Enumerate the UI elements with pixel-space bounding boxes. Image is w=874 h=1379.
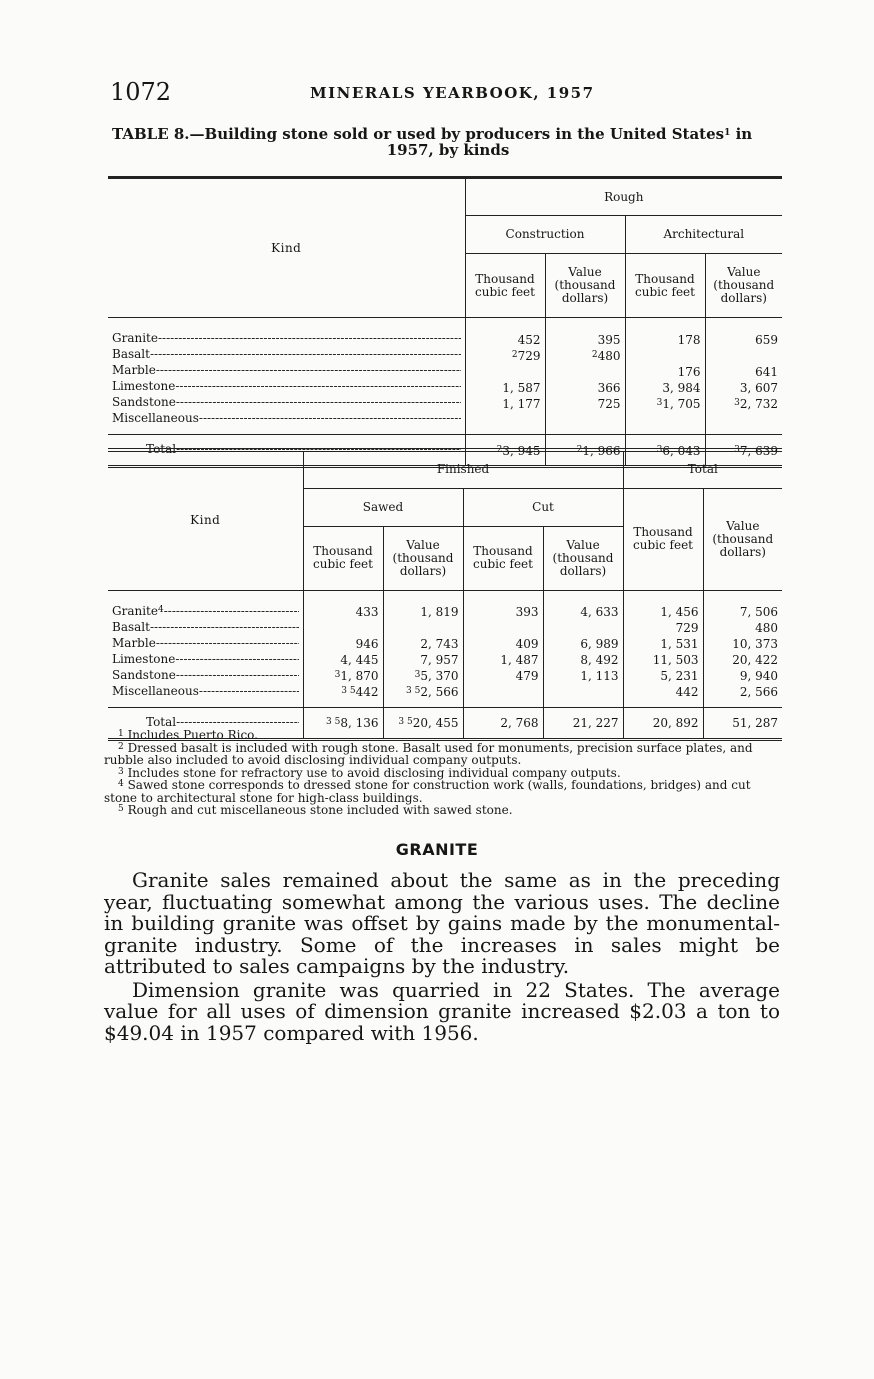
total-value: 20, 455 bbox=[412, 716, 459, 730]
footnote-ref: 3 5 bbox=[326, 717, 341, 727]
footnote-text: Dressed basalt is included with rough stone. Basalt used for monuments, precision surface plates, and rubble also included to avoid disclosing individual company outputs. bbox=[104, 740, 753, 767]
page-header bbox=[110, 78, 780, 108]
footnote-ref: 2 bbox=[496, 444, 503, 455]
cell-value: 1, 177 bbox=[502, 396, 541, 411]
cell-value: 433 bbox=[355, 605, 379, 619]
architectural-header: Architectural bbox=[625, 216, 782, 254]
cell-value: 1, 819 bbox=[420, 605, 459, 619]
cell-value: 2, 732 bbox=[739, 396, 779, 411]
kind-header: Kind bbox=[108, 178, 465, 318]
total-value: 2, 768 bbox=[500, 716, 539, 730]
cell-value: 366 bbox=[597, 380, 621, 395]
cell-value: 6, 989 bbox=[580, 637, 619, 651]
kind-label: Granite bbox=[112, 604, 158, 618]
cell-value: 20, 422 bbox=[732, 653, 779, 667]
cell-value: 2, 566 bbox=[420, 685, 459, 699]
total-value: 8, 136 bbox=[340, 716, 379, 730]
footnote-ref: 1 bbox=[724, 128, 731, 138]
footnote-ref: 3 bbox=[734, 397, 740, 408]
cell-value: 659 bbox=[755, 332, 779, 347]
cell-value: 729 bbox=[517, 348, 541, 363]
footnote-ref: 2 bbox=[591, 349, 598, 360]
table-row bbox=[108, 653, 782, 669]
footnote-ref: 3 5 bbox=[406, 686, 421, 696]
cell-value: 479 bbox=[515, 669, 539, 683]
cell-value: 409 bbox=[515, 637, 539, 651]
footnote-ref: 2 bbox=[511, 349, 518, 360]
sawed-header: Sawed bbox=[303, 488, 463, 526]
table-caption bbox=[112, 126, 784, 158]
body-paragraph: Granite sales remained about the same as in the preceding year, fluctuating somewhat among the various uses. The decline in building granite was offset by gains made by the monumental-granite industry. Some of the increases in sales might be attributed to sales campaigns by the industry. bbox=[104, 868, 780, 978]
cell-value: 2, 566 bbox=[739, 685, 779, 699]
table-row bbox=[108, 396, 782, 412]
table-caption-line1-tail: in bbox=[730, 125, 753, 143]
col-header-qty: Thousand cubic feet bbox=[303, 526, 383, 590]
kind-label: Miscellaneous bbox=[112, 412, 199, 425]
section-heading: GRANITE bbox=[395, 840, 479, 859]
cell-value: 2, 743 bbox=[420, 637, 459, 651]
cell-value: 7, 957 bbox=[420, 653, 459, 667]
kind-header: Kind bbox=[108, 450, 303, 590]
cell-value: 7, 506 bbox=[739, 605, 779, 619]
total-value: 3, 945 bbox=[502, 443, 541, 458]
footnote-text: Includes stone for refractory use to avoid disclosing individual company outputs. bbox=[127, 765, 621, 780]
col-header-qty: Thousand cubic feet bbox=[465, 254, 545, 318]
rough-header: Rough bbox=[465, 178, 782, 216]
total-value: 6, 043 bbox=[662, 443, 701, 458]
finished-stone-table bbox=[108, 448, 782, 741]
cell-value: 452 bbox=[517, 332, 541, 347]
footnote-ref: 4 bbox=[157, 604, 164, 615]
cell-value: 11, 503 bbox=[652, 653, 699, 667]
kind-label: Limestone bbox=[112, 380, 176, 393]
footnote-text: Rough and cut miscellaneous stone included with sawed stone. bbox=[127, 803, 513, 817]
kind-label: Miscellaneous bbox=[112, 684, 199, 698]
cell-value: 393 bbox=[515, 605, 539, 619]
footnote-ref: 2 bbox=[576, 444, 583, 455]
body-text bbox=[104, 870, 780, 1046]
cell-value: 395 bbox=[597, 332, 621, 347]
page-number: 1072 bbox=[110, 78, 172, 106]
cell-value: 4, 445 bbox=[340, 653, 379, 667]
kind-label: Marble bbox=[112, 364, 156, 377]
col-header-qty: Thousand cubic feet bbox=[463, 526, 543, 590]
footnote bbox=[104, 779, 784, 804]
table-footnotes bbox=[104, 729, 784, 817]
kind-label: Sandstone bbox=[112, 668, 176, 682]
cell-value: 8, 492 bbox=[580, 653, 619, 667]
table-row bbox=[108, 669, 782, 685]
kind-label: Sandstone bbox=[112, 396, 176, 409]
cell-value: 5, 370 bbox=[420, 669, 459, 683]
kind-label: Basalt bbox=[112, 620, 150, 634]
cell-value: 4, 633 bbox=[580, 605, 619, 619]
cell-value: 442 bbox=[675, 685, 699, 699]
kind-label: Basalt bbox=[112, 348, 150, 361]
footnote-text: Includes Puerto Rico. bbox=[127, 728, 258, 742]
cell-value: 1, 487 bbox=[500, 653, 539, 667]
cell-value: 1, 705 bbox=[662, 396, 701, 411]
cell-value: 480 bbox=[597, 348, 621, 363]
footnote bbox=[104, 742, 784, 767]
cut-header: Cut bbox=[463, 488, 623, 526]
footnote-ref: 3 bbox=[414, 670, 421, 680]
footnote bbox=[104, 804, 784, 817]
footnote-ref: 3 bbox=[734, 444, 740, 455]
table-caption-line2: 1957, by kinds bbox=[386, 141, 510, 159]
cell-value: 1, 531 bbox=[660, 637, 699, 651]
total-header: Total bbox=[623, 450, 782, 488]
cell-value: 178 bbox=[677, 332, 701, 347]
cell-value: 176 bbox=[677, 364, 701, 379]
cell-value: 5, 231 bbox=[660, 669, 699, 683]
table-row bbox=[108, 318, 782, 349]
table-row bbox=[108, 637, 782, 653]
footnote-ref: 3 5 bbox=[398, 717, 413, 727]
footnote-ref: 3 bbox=[656, 397, 663, 408]
col-header-value: Value (thousand dollars) bbox=[383, 526, 463, 590]
footnote-text: Sawed stone corresponds to dressed stone for construction work (walls, foundations, bridges) and cut stone to architectural stone for high-class buildings. bbox=[104, 778, 751, 805]
table-row bbox=[108, 348, 782, 364]
cell-value: 729 bbox=[675, 621, 699, 635]
cell-value: 9, 940 bbox=[739, 669, 779, 683]
running-title: MINERALS YEARBOOK, 1957 bbox=[310, 84, 595, 102]
table-row bbox=[108, 685, 782, 708]
footnote-mark: 1 bbox=[118, 729, 124, 739]
cell-value: 1, 870 bbox=[340, 669, 379, 683]
footnote-ref: 3 5 bbox=[341, 686, 356, 696]
cell-value: 442 bbox=[355, 685, 379, 699]
cell-value: 1, 113 bbox=[580, 669, 619, 683]
total-value: 20, 892 bbox=[652, 716, 699, 730]
cell-value: 480 bbox=[755, 621, 779, 635]
footnote-mark: 4 bbox=[118, 779, 124, 789]
body-paragraph: Dimension granite was quarried in 22 States. The average value for all uses of dimension granite increased $2.03 a ton to $49.04 in 1957 compared with 1956. bbox=[104, 977, 780, 1045]
finished-header: Finished bbox=[303, 450, 623, 488]
cell-value: 946 bbox=[355, 637, 379, 651]
kind-label: Granite bbox=[112, 332, 158, 345]
table-row bbox=[108, 380, 782, 396]
kind-label: Limestone bbox=[112, 652, 176, 666]
table-row bbox=[108, 621, 782, 637]
cell-value: 641 bbox=[755, 364, 779, 379]
col-header-value: Value (thousand dollars) bbox=[543, 526, 623, 590]
total-value: 7, 639 bbox=[739, 443, 779, 458]
cell-value: 3, 984 bbox=[662, 380, 701, 395]
total-value: 1, 966 bbox=[582, 443, 621, 458]
footnote-mark: 2 bbox=[118, 741, 124, 752]
footnote-mark: 3 bbox=[118, 766, 124, 777]
total-label: Total ----- bbox=[146, 443, 461, 456]
cell-value: 1, 587 bbox=[502, 380, 541, 395]
col-header-value: Value (thousand dollars) bbox=[705, 254, 782, 318]
footnote-ref: 3 bbox=[656, 444, 663, 455]
table-row bbox=[108, 590, 782, 621]
cell-value: 10, 373 bbox=[732, 637, 779, 651]
total-value: 21, 227 bbox=[572, 716, 619, 730]
col-header-value: Value (thousand dollars) bbox=[545, 254, 625, 318]
col-header-qty: Thousand cubic feet bbox=[625, 254, 705, 318]
footnote-mark: 5 bbox=[118, 804, 124, 814]
col-header-value: Value (thousand dollars) bbox=[703, 488, 782, 590]
total-value: 51, 287 bbox=[732, 716, 779, 730]
cell-value: 1, 456 bbox=[660, 605, 699, 619]
kind-label: Marble bbox=[112, 636, 156, 650]
cell-value: 725 bbox=[597, 396, 621, 411]
total-label: Total ----- bbox=[146, 716, 299, 729]
table-caption-line1: TABLE 8.—Building stone sold or used by producers in the United States bbox=[112, 125, 725, 143]
rough-stone-table bbox=[108, 176, 782, 468]
footnote-ref: 3 bbox=[334, 670, 341, 680]
col-header-qty: Thousand cubic feet bbox=[623, 488, 703, 590]
table-row bbox=[108, 364, 782, 380]
construction-header: Construction bbox=[465, 216, 625, 254]
cell-value: 3, 607 bbox=[739, 380, 779, 395]
table-row bbox=[108, 412, 782, 435]
